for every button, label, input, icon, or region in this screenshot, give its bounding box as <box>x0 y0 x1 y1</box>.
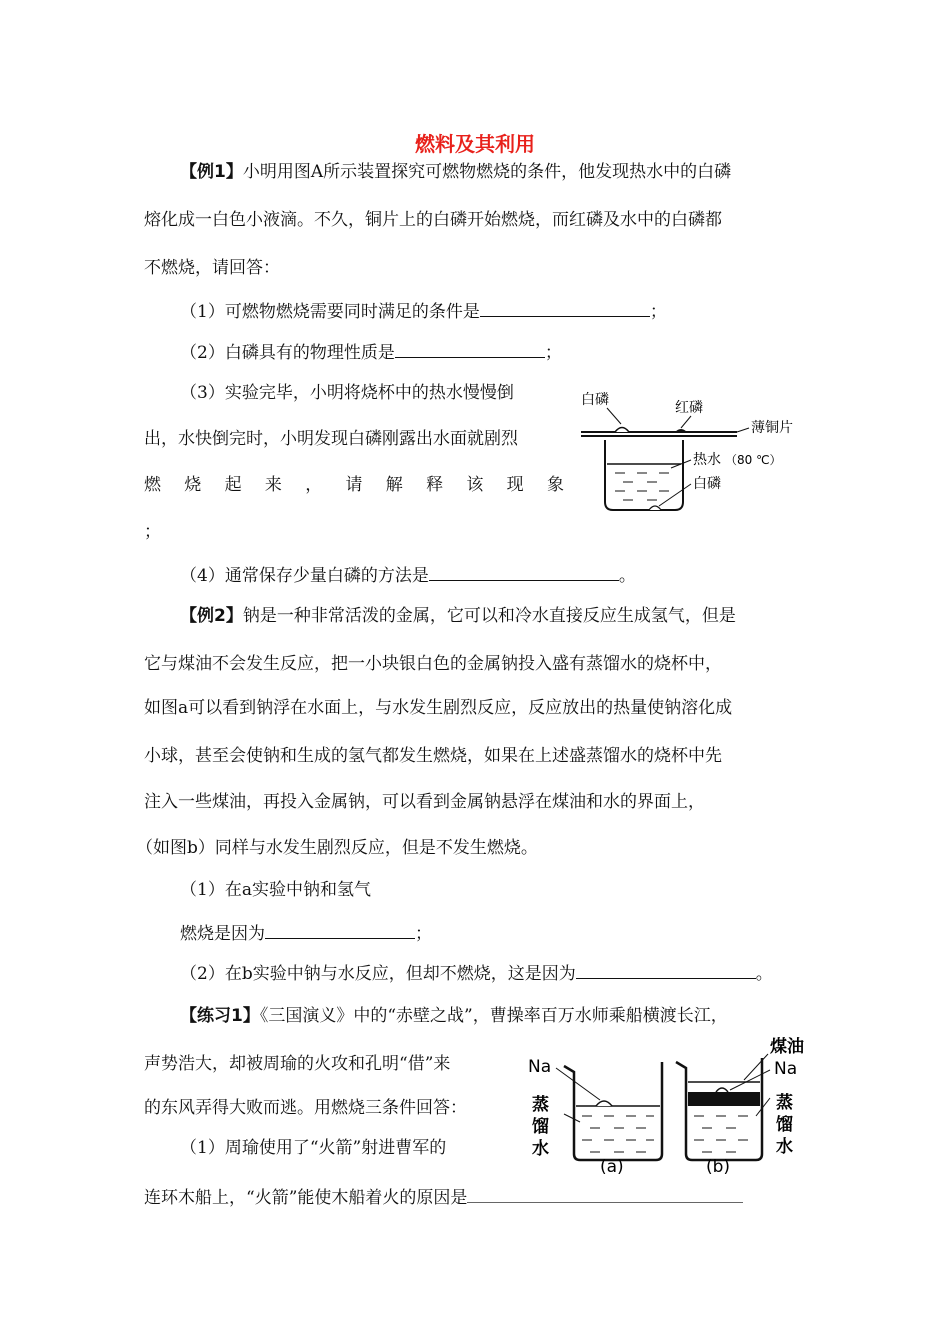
white-phosphorus-water <box>649 506 661 510</box>
answer-blank[interactable] <box>265 920 415 939</box>
ex1-q2-text: （2）白磷具有的物理性质是 <box>180 343 395 363</box>
char: 烧 <box>184 475 202 495</box>
figure-ab-beakers <box>520 1026 820 1178</box>
ex2-line5: 注入一些煤油，再投入金属钠，可以看到金属钠悬浮在煤油和水的界面上， <box>144 792 705 812</box>
char: 请 <box>345 475 363 495</box>
char: 解 <box>385 475 403 495</box>
label-na-a: Na <box>528 1057 552 1077</box>
ex1-q4 <box>180 562 636 588</box>
ex1-q3-line2: 出，水快倒完时，小明发现白磷刚露出水面就剧烈 <box>144 429 518 449</box>
label-water-b-2: 馏 <box>776 1115 793 1135</box>
ex2-q1-end: ； <box>415 924 432 944</box>
char: 起 <box>224 475 242 495</box>
caption-a: (a) <box>600 1157 624 1177</box>
practice1-line1 <box>180 1004 728 1028</box>
ex1-q2-end: ； <box>544 343 562 363</box>
caption-b: (b) <box>706 1157 731 1177</box>
answer-blank[interactable] <box>429 562 619 581</box>
answer-blank[interactable] <box>480 298 650 317</box>
ex2-q1-line1: （1）在a实验中钠和氢气 <box>180 880 371 900</box>
label-temperature: （80 ℃） <box>725 453 782 467</box>
answer-blank[interactable] <box>576 960 756 979</box>
label-red-phosphorus: 红磷 <box>675 400 703 416</box>
practice1-line3: 的东风弄得大败而逃。用燃烧三条件回答： <box>144 1098 467 1118</box>
label-water-a-3: 水 <box>532 1139 549 1159</box>
label-white-phosphorus-bottom: 白磷 <box>693 476 721 492</box>
label-water-a-1: 蒸 <box>532 1095 549 1115</box>
label-kerosene: 煤油 <box>770 1037 804 1057</box>
beaker-a <box>564 1062 662 1160</box>
ex1-q1-end: ； <box>649 302 667 322</box>
ex2-q2-text: （2）在b实验中钠与水反应，但却不燃烧，这是因为 <box>180 964 576 984</box>
answer-blank[interactable] <box>395 339 545 358</box>
char: 燃 <box>144 475 161 495</box>
sodium-a <box>596 1101 612 1106</box>
ex1-q3-end: ； <box>144 522 161 542</box>
practice1-line2: 声势浩大，却被周瑜的火攻和孔明“借”来 <box>144 1054 451 1074</box>
char: 象 <box>546 475 564 495</box>
char: 该 <box>466 475 484 495</box>
ex2-q1-text: 燃烧是因为 <box>180 924 265 944</box>
practice1-q1-text: 连环木船上，“火箭”能使木船着火的原因是 <box>144 1188 468 1208</box>
ex2-q2-end: 。 <box>755 964 773 984</box>
ex2-label: 【例2】 <box>180 606 243 626</box>
ex2-q1-line2 <box>180 920 432 946</box>
ex2-line1-text: 钠是一种非常活泼的金属，它可以和冷水直接反应生成氢气，但是 <box>242 606 736 626</box>
ex1-q3-line3 <box>144 473 564 497</box>
sodium-b <box>716 1088 728 1092</box>
ex2-line2: 它与煤油不会发生反应，把一小块银白色的金属钠投入盛有蒸馏水的烧杯中， <box>144 654 722 674</box>
ex1-q1-text: （1）可燃物燃烧需要同时满足的条件是 <box>180 302 480 322</box>
practice1-line1-text: 《三国演义》中的“赤壁之战”，曹操率百万水师乘船横渡长江， <box>259 1006 728 1026</box>
char: 释 <box>426 475 444 495</box>
ex1-line1 <box>180 160 731 184</box>
label-hot-water: 热水 <box>693 452 721 468</box>
figure-a-apparatus <box>575 380 805 530</box>
ex1-q4-end: 。 <box>618 566 636 586</box>
kerosene-layer <box>688 1092 760 1106</box>
ex1-q2 <box>180 339 562 365</box>
practice1-label: 【练习1】 <box>180 1006 260 1026</box>
ex1-line1-text: 小明用图A所示装置探究可燃物燃烧的条件，他发现热水中的白磷 <box>242 162 732 182</box>
char: ， <box>305 475 323 495</box>
red-phosphorus <box>675 429 687 432</box>
label-water-b-3: 水 <box>776 1137 793 1157</box>
label-white-phosphorus-top: 白磷 <box>581 392 609 408</box>
ex1-q1 <box>180 298 667 324</box>
ex2-line3: 如图a可以看到钠浮在水面上，与水发生剧烈反应，反应放出的热量使钠溶化成 <box>144 698 733 718</box>
beaker <box>605 440 683 510</box>
ex1-line2: 熔化成一白色小液滴。不久，铜片上的白磷开始燃烧，而红磷及水中的白磷都 <box>144 210 722 230</box>
label-water-a-2: 馏 <box>532 1117 549 1137</box>
answer-blank[interactable] <box>467 1184 743 1203</box>
white-phosphorus-top <box>615 428 629 433</box>
ex2-line4: 小球，甚至会使钠和生成的氢气都发生燃烧，如果在上述盛蒸馏水的烧杯中先 <box>144 746 722 766</box>
practice1-q1-line2 <box>144 1184 743 1210</box>
ex1-q4-text: （4）通常保存少量白磷的方法是 <box>180 566 429 586</box>
label-water-b-1: 蒸 <box>776 1093 793 1113</box>
label-na-b: Na <box>774 1059 798 1079</box>
ex1-line3: 不燃烧，请回答： <box>144 258 280 278</box>
ex1-q3-line1: （3）实验完毕，小明将烧杯中的热水慢慢倒 <box>180 383 514 403</box>
practice1-q1-line1: （1）周瑜使用了“火箭”射进曹军的 <box>180 1138 447 1158</box>
ex1-label: 【例1】 <box>180 162 243 182</box>
char: 来 <box>264 475 282 495</box>
page-title: 燃料及其利用 <box>415 132 535 156</box>
ex2-line1 <box>180 604 736 628</box>
beaker-b <box>676 1058 762 1160</box>
char: 现 <box>506 475 524 495</box>
label-copper-sheet: 薄铜片 <box>751 420 793 436</box>
ex2-q2 <box>180 960 773 986</box>
ex2-line6: （如图b）同样与水发生剧烈反应，但是不发生燃烧。 <box>136 838 538 858</box>
